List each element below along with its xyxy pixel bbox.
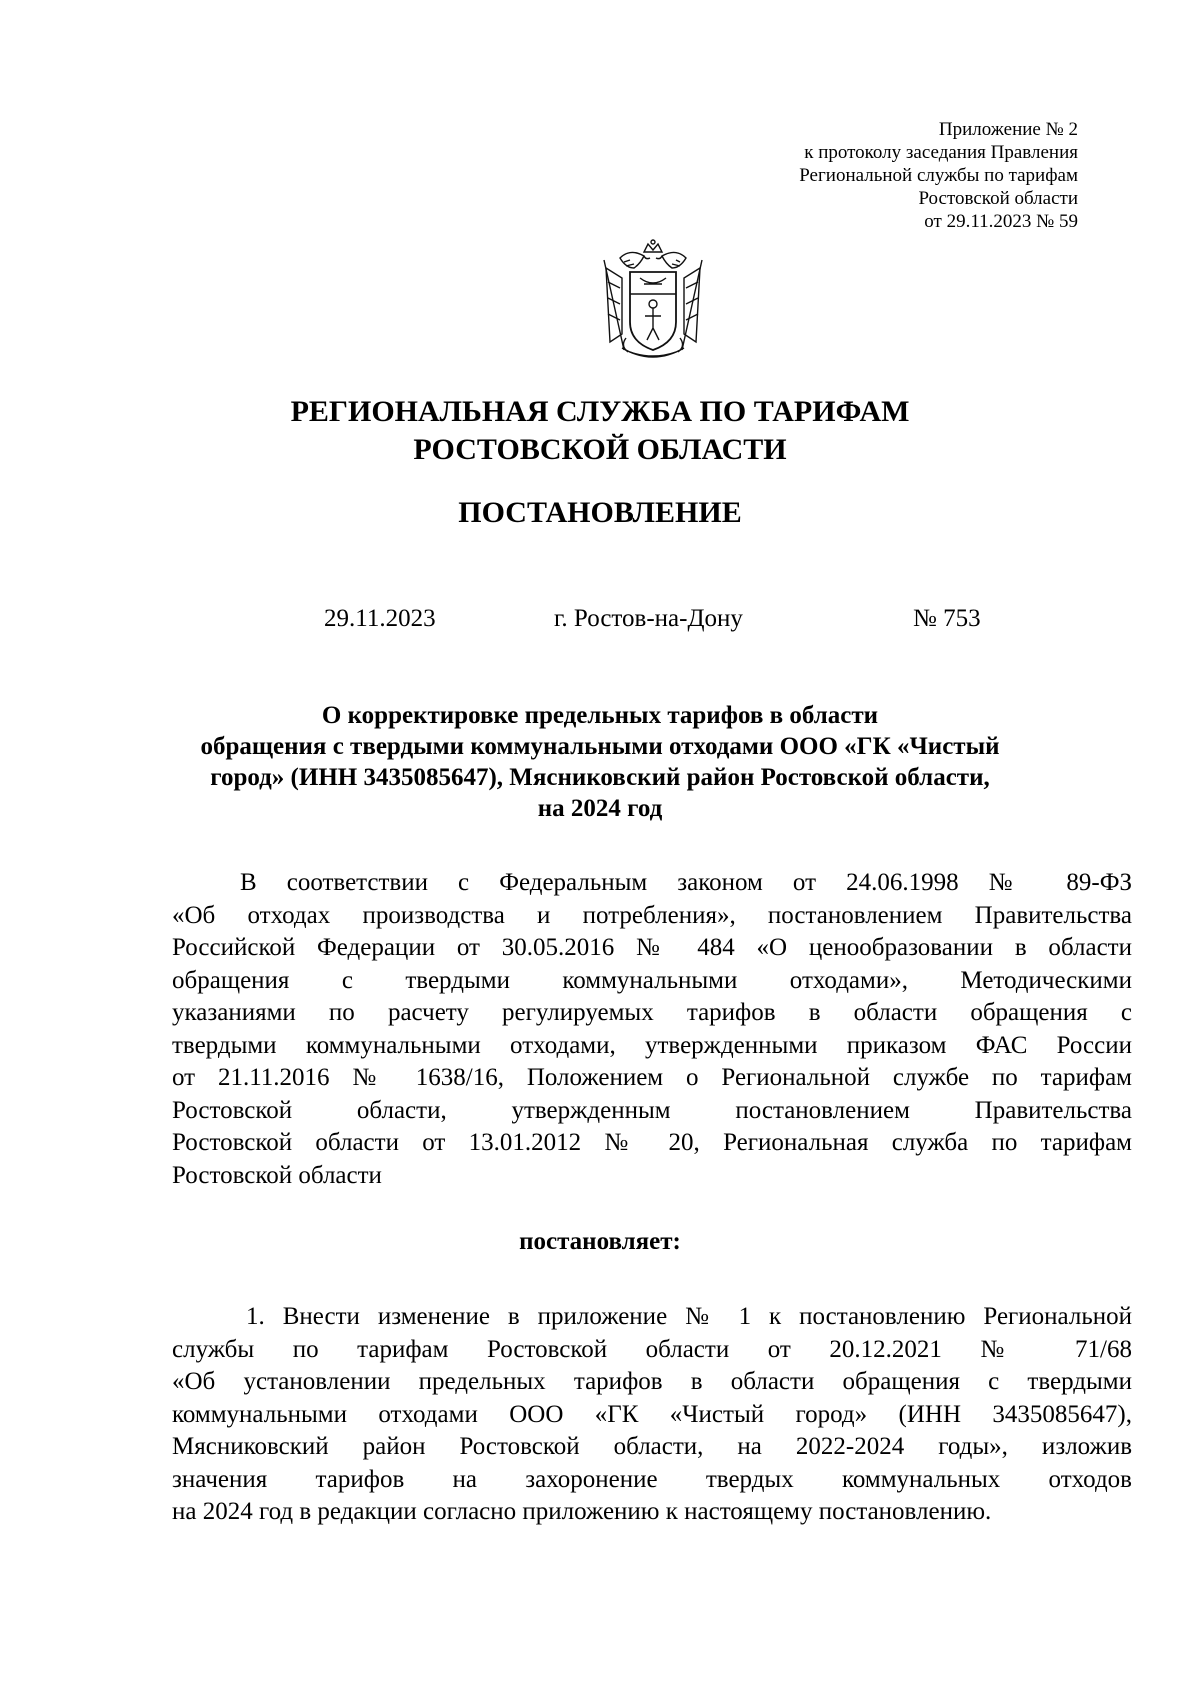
document-subject	[100, 700, 1100, 824]
preamble-line: «Об отходах производства и потребления», постановлением Правительства	[172, 901, 1132, 929]
item-line: значения тарифов на захоронение твердых коммунальных отходов	[172, 1465, 1132, 1493]
organization-title	[0, 393, 1200, 469]
subject-line: обращения с твердыми коммунальными отходами ООО «ГК «Чистый	[200, 733, 1000, 760]
document-place: г. Ростов-на-Дону	[554, 605, 743, 632]
preamble-line: Ростовской области, утвержденным постановлением Правительства	[172, 1096, 1132, 1124]
appendix-line: от 29.11.2023 № 59	[924, 211, 1078, 232]
preamble-line: Российской Федерации от 30.05.2016 № 484 «О ценообразовании в области	[172, 934, 1132, 961]
appendix-note	[799, 118, 1078, 233]
appendix-line: Региональной службы по тарифам	[799, 165, 1078, 186]
document-type: ПОСТАНОВЛЕНИЕ	[458, 496, 742, 529]
document-date: 29.11.2023	[324, 605, 436, 632]
item-1-paragraph	[172, 1301, 1132, 1529]
item-line: «Об установлении предельных тарифов в области обращения с твердыми	[172, 1368, 1132, 1395]
item-line: службы по тарифам Ростовской области от 20.12.2021 № 71/68	[172, 1335, 1132, 1363]
preamble-line: Ростовской области	[172, 1161, 382, 1189]
item-line: 1. Внести изменение в приложение № 1 к постановлению Региональной	[246, 1303, 1132, 1330]
org-line: РОСТОВСКОЙ ОБЛАСТИ	[413, 433, 787, 466]
item-line: на 2024 год в редакции согласно приложению к настоящему постановлению.	[172, 1498, 992, 1525]
preamble-line: твердыми коммунальными отходами, утвержденными приказом ФАС России	[172, 1031, 1132, 1059]
subject-line: О корректировке предельных тарифов в области	[321, 702, 879, 729]
preamble-paragraph	[172, 867, 1132, 1192]
item-line: Мясниковский район Ростовской области, на 2022-2024 годы», изложив	[172, 1433, 1132, 1460]
appendix-line: к протоколу заседания Правления	[804, 142, 1078, 163]
document-number: № 753	[913, 605, 981, 632]
preamble-line: указаниями по расчету регулируемых тарифов в области обращения с	[172, 999, 1132, 1026]
preamble-line: Ростовской области от 13.01.2012 № 20, Региональная служба по тарифам	[172, 1129, 1132, 1156]
appendix-line: Приложение № 2	[938, 119, 1078, 140]
appendix-line: Ростовской области	[918, 188, 1078, 209]
subject-line: город» (ИНН 3435085647), Мясниковский район Ростовской области,	[210, 764, 990, 791]
preamble-line: В соответствии с Федеральным законом от 24.06.1998 № 89-ФЗ	[240, 869, 1132, 896]
resolution-word: постановляет:	[519, 1228, 681, 1255]
subject-line: на 2024 год	[537, 795, 663, 822]
coat-of-arms-icon	[600, 238, 706, 366]
item-line: коммунальными отходами ООО «ГК «Чистый город» (ИНН 3435085647),	[172, 1400, 1132, 1428]
preamble-line: обращения с твердыми коммунальными отходами», Методическими	[172, 966, 1132, 994]
preamble-line: от 21.11.2016 № 1638/16, Положением о Региональной службе по тарифам	[172, 1064, 1132, 1091]
org-line: РЕГИОНАЛЬНАЯ СЛУЖБА ПО ТАРИФАМ	[290, 395, 910, 428]
